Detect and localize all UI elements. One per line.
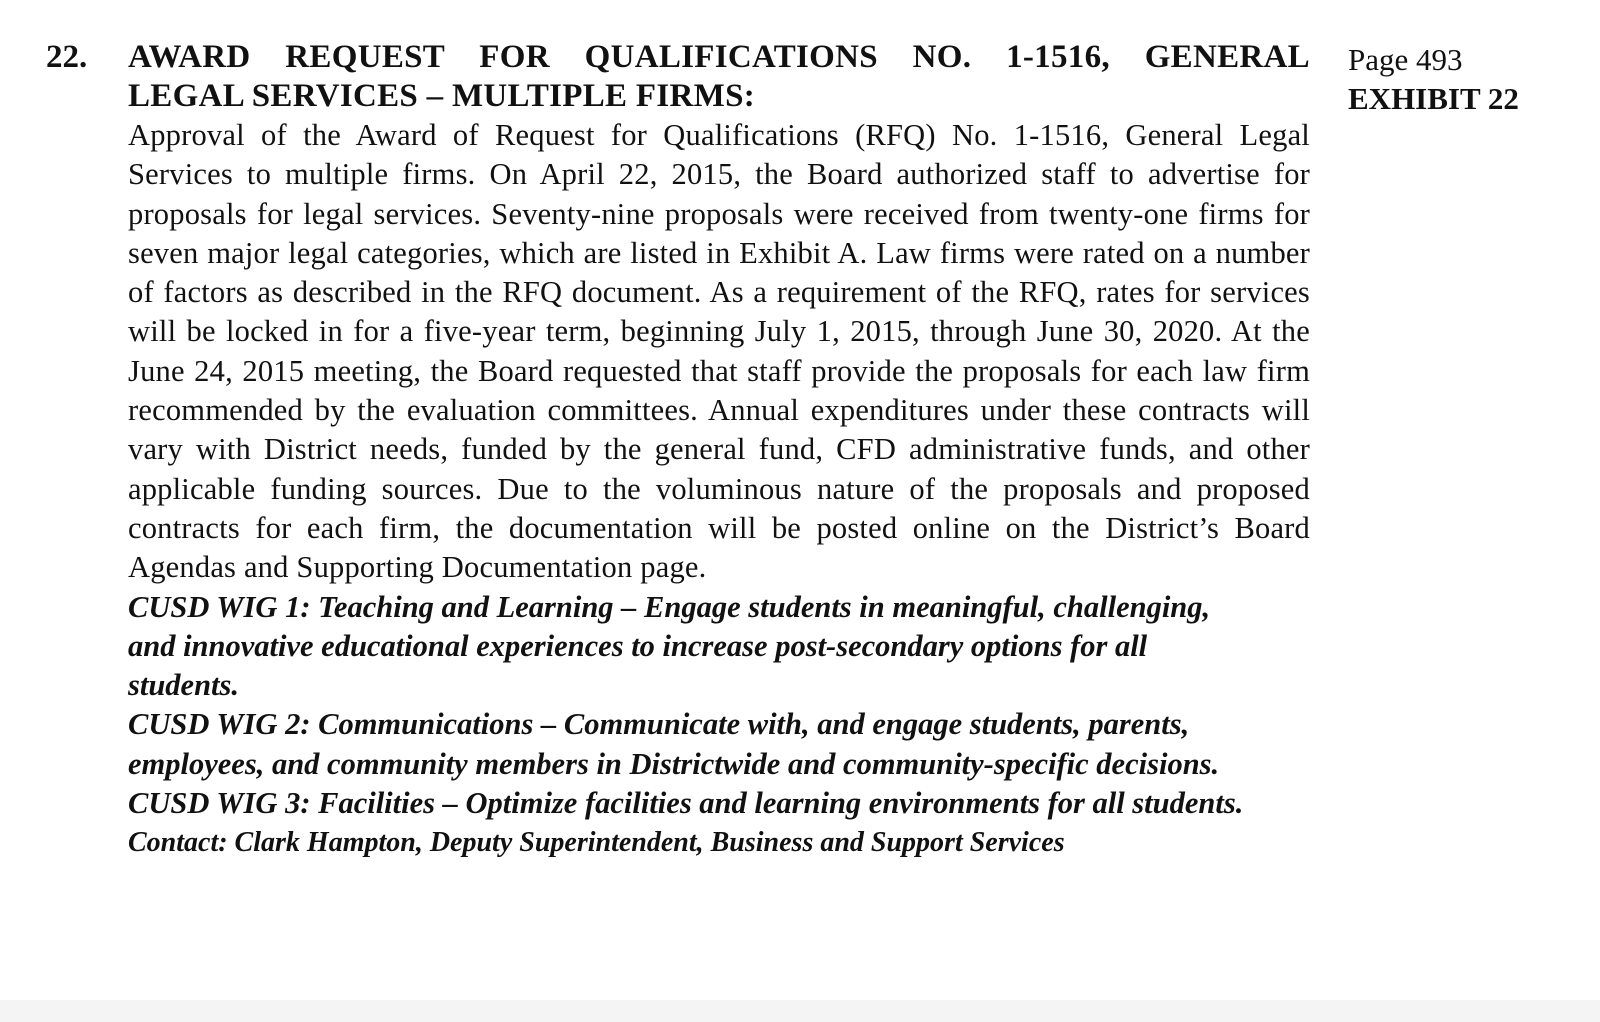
item-references bbox=[1348, 40, 1578, 118]
contact-line: Contact: Clark Hampton, Deputy Superintendent, Business and Support Services bbox=[128, 827, 1065, 859]
wig-1: CUSD WIG 1: Teaching and Learning – Engage students in meaningful, challenging, and innovative educational experiences to increase post-secondary options for all students. bbox=[128, 589, 1211, 703]
page-reference: Page 493 bbox=[1348, 42, 1463, 77]
exhibit-reference: EXHIBIT 22 bbox=[1348, 81, 1519, 116]
item-title-line1: AWARD REQUEST FOR QUALIFICATIONS NO. 1-1516, GENERAL bbox=[128, 39, 1310, 75]
page-bottom-strip bbox=[0, 1000, 1600, 1022]
item-description: Approval of the Award of Request for Qualifications (RFQ) No. 1-1516, General Legal Services to multiple firms. On April 22, 2015, the Board authorized staff to advertise for proposals for legal services. Seventy-nine proposals were received from twenty-one firms for seven major legal categories, which are listed in Exhibit A. Law firms were rated on a number of factors as described in the RFQ document. As a requirement of the RFQ, rates for services will be locked in for a five-year term, beginning July 1, 2015, through June 30, 2020. At the June 24, 2015 meeting, the Board requested that staff provide the proposals for each law firm recommended by the evaluation committees. Annual expenditures under these contracts will vary with District needs, funded by the general fund, CFD administrative funds, and other applicable funding sources. Due to the voluminous nature of the proposals and proposed contracts for each firm, the documentation will be posted online on the District’s Board Agendas and Supporting Documentation page. bbox=[128, 118, 1310, 585]
item-title bbox=[128, 38, 1310, 116]
wig-2: CUSD WIG 2: Communications – Communicate with, and engage students, parents, employees, and community members in Districtwide and community-specific decisions. bbox=[128, 707, 1220, 781]
item-number: 22. bbox=[46, 39, 88, 75]
agenda-item bbox=[128, 38, 1310, 862]
item-title-line2: LEGAL SERVICES – MULTIPLE FIRMS: bbox=[128, 78, 756, 114]
wig-3: CUSD WIG 3: Facilities – Optimize facilities and learning environments for all students. bbox=[128, 786, 1244, 821]
